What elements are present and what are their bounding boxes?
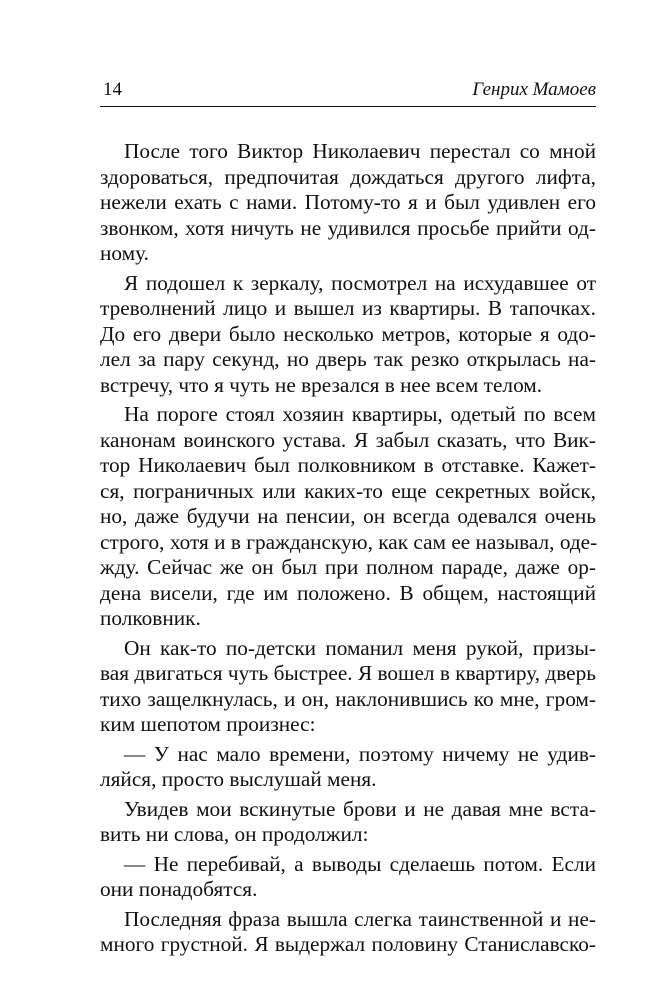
paragraph	[100, 797, 596, 848]
text-line: много грустной. Я выдержал половину Станиславско-	[100, 932, 596, 956]
text-line: — У нас мало времени, поэтому ничему не удив-	[124, 741, 596, 766]
text-line: здороваться, предпочитая дождаться другого лифта,	[100, 164, 596, 189]
text-line: Он как-то по-детски поманил меня рукой, призы-	[124, 635, 596, 660]
text-line: нежели ехать с нами. Потому-то я и был удивлен его	[100, 190, 596, 214]
paragraph	[100, 636, 596, 738]
running-head-author: Генрих Мамоев	[472, 79, 596, 100]
body-text	[100, 139, 596, 958]
text-line: До его двери было несколько метров, которые я одо-	[100, 321, 596, 346]
paragraph	[100, 742, 596, 793]
text-line: звонком, хотя ничуть не удивился просьбе прийти од-	[100, 215, 596, 240]
text-line: — Не перебивай, а выводы сделаешь потом. Если	[124, 851, 596, 876]
text-line: вая двигаться чуть быстрее. Я вошел в квартиру, дверь	[100, 661, 596, 685]
text-line: ся, пограничных или каких-то еще секретных войск,	[100, 478, 596, 503]
text-line: ляйся, просто выслушай меня.	[100, 767, 377, 791]
text-line: Последняя фраза вышла слегка таинственной и не-	[124, 906, 596, 931]
paragraph	[100, 139, 596, 267]
text-line: строго, хотя и в гражданскую, как сам ее называл, оде-	[100, 529, 598, 554]
text-line: треволнений лицо и вышел из квартиры. В тапочках.	[100, 296, 596, 320]
text-line: ким шепотом произнес:	[100, 712, 316, 736]
text-line: вить ни слова, он продолжил:	[100, 822, 369, 846]
page-header	[100, 76, 596, 107]
text-line: они понадобятся.	[100, 877, 258, 901]
text-line: жду. Сейчас же он был при полном параде, даже ор-	[100, 555, 596, 579]
text-line: Увидев мои вскинутые брови и не давая мне вста-	[124, 796, 596, 821]
text-line: полковник.	[100, 606, 201, 630]
paragraph	[100, 271, 596, 399]
paragraph	[100, 907, 596, 958]
text-line: канонам воинского устава. Я забыл сказать, что Вик-	[100, 427, 596, 452]
text-line: После того Виктор Николаевич перестал со мной	[124, 139, 596, 163]
text-line: встречу, что я чуть не врезался в нее всем телом.	[100, 372, 543, 397]
text-line: дена висели, где им положено. В общем, настоящий	[100, 580, 596, 605]
text-line: но, даже будучи на пенсии, он всегда одевался очень	[100, 504, 596, 528]
text-line: Я подошел к зеркалу, посмотрел на исхудавшее от	[124, 270, 596, 295]
paragraph	[100, 852, 596, 903]
text-line: лел за пару секунд, но дверь так резко открылась на-	[100, 347, 596, 371]
text-line: ному.	[100, 241, 149, 265]
page-number: 14	[103, 79, 122, 100]
paragraph	[100, 402, 596, 632]
text-line: тор Николаевич был полковником в отставке. Кажет-	[100, 453, 596, 477]
text-line: На пороге стоял хозяин квартиры, одетый по всем	[124, 402, 596, 426]
text-line: тихо защелкнулась, и он, наклонившись ко мне, гром-	[100, 686, 596, 711]
